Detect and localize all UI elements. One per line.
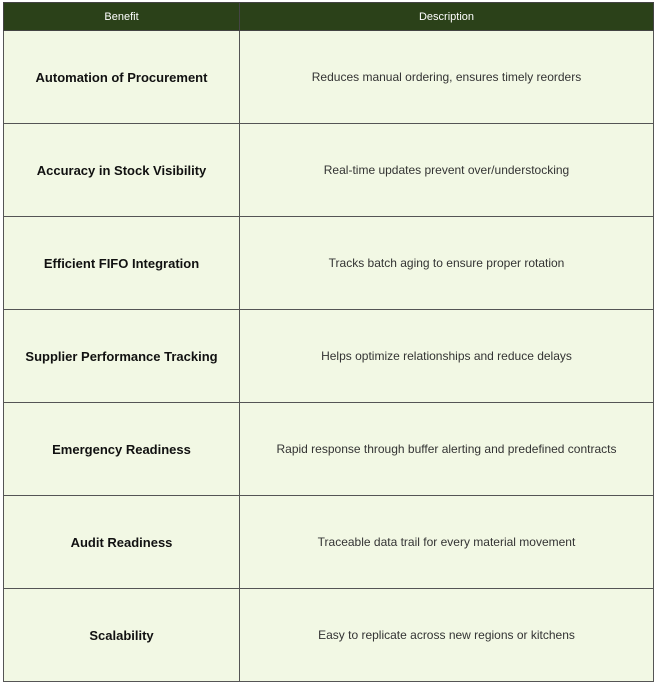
table-header-row <box>4 3 654 31</box>
description-cell: Real-time updates prevent over/understocking <box>240 124 654 217</box>
benefit-cell: Emergency Readiness <box>4 403 240 496</box>
header-description: Description <box>240 3 654 31</box>
header-benefit: Benefit <box>4 3 240 31</box>
table-row <box>4 124 654 217</box>
table-row <box>4 31 654 124</box>
description-cell: Reduces manual ordering, ensures timely reorders <box>240 31 654 124</box>
benefit-cell: Efficient FIFO Integration <box>4 217 240 310</box>
description-cell: Easy to replicate across new regions or kitchens <box>240 589 654 682</box>
description-cell: Rapid response through buffer alerting and predefined contracts <box>240 403 654 496</box>
benefit-cell: Scalability <box>4 589 240 682</box>
description-cell: Tracks batch aging to ensure proper rotation <box>240 217 654 310</box>
benefits-table-container <box>3 2 653 695</box>
benefit-cell: Automation of Procurement <box>4 31 240 124</box>
table-row <box>4 589 654 682</box>
table-row <box>4 310 654 403</box>
benefit-cell: Audit Readiness <box>4 496 240 589</box>
benefits-table <box>3 2 654 682</box>
table-row <box>4 217 654 310</box>
description-cell: Traceable data trail for every material movement <box>240 496 654 589</box>
benefit-cell: Accuracy in Stock Visibility <box>4 124 240 217</box>
table-row <box>4 403 654 496</box>
table-row <box>4 496 654 589</box>
description-cell: Helps optimize relationships and reduce delays <box>240 310 654 403</box>
benefit-cell: Supplier Performance Tracking <box>4 310 240 403</box>
